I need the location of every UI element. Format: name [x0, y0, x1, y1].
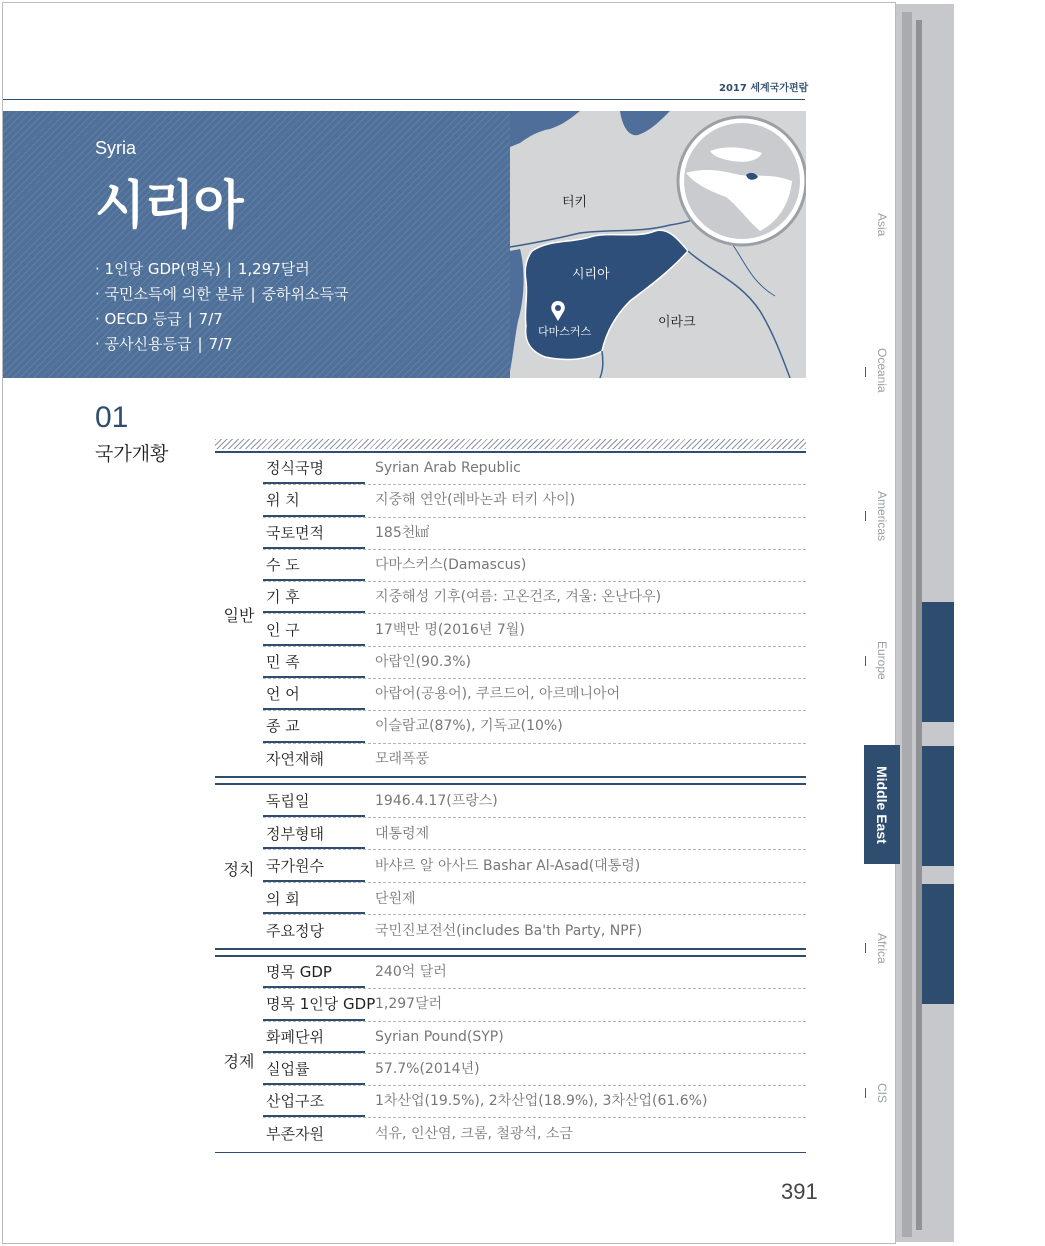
row-key: 독립일: [263, 785, 365, 817]
row-value: 모래폭풍: [375, 750, 430, 767]
table-row: [263, 615, 806, 647]
table-hatch-bar: [215, 439, 806, 449]
table-row: [263, 711, 806, 743]
side-tab-tick: [865, 1088, 866, 1098]
side-tab-europe[interactable]: Europe: [875, 641, 889, 680]
map-label-damascus: 다마스커스: [538, 325, 592, 338]
table-row: [263, 818, 806, 851]
fact-label: 국민소득에 의한 분류: [104, 285, 245, 303]
book-edge: [896, 4, 954, 1242]
fact-separator: |: [250, 285, 256, 303]
table-row: [263, 550, 806, 582]
group-label: 정치: [223, 860, 255, 879]
side-tab-cis[interactable]: CIS: [875, 1083, 889, 1104]
table-row: [263, 957, 806, 989]
row-value: 1946.4.17(프랑스): [375, 793, 498, 809]
row-key: 기 후: [263, 582, 365, 613]
page-number: 391: [781, 1179, 818, 1204]
row-value: 1차산업(19.5%), 2차산업(18.9%), 3차산업(61.6%): [375, 1093, 708, 1110]
side-tab-tick: [865, 943, 866, 953]
table-row: [263, 679, 806, 711]
row-key: 정식국명: [263, 453, 365, 484]
country-map: [510, 111, 806, 378]
header-rule: [3, 99, 805, 100]
table-row: [263, 1054, 806, 1086]
row-value: Syrian Pound(SYP): [375, 1028, 504, 1045]
table-row: [263, 485, 806, 517]
fact-item: · 국민소득에 의한 분류 | 중하위소득국: [95, 285, 349, 303]
edge-tab-band: [922, 602, 954, 722]
section-title: 국가개황: [95, 443, 169, 465]
side-tab-americas[interactable]: Americas: [875, 491, 889, 542]
row-value: 이슬람교(87%), 기독교(10%): [375, 718, 563, 735]
row-key: 인 구: [263, 615, 365, 646]
row-value: 국민진보전선(includes Ba'th Party, NPF): [375, 923, 643, 940]
fact-value: 7/7: [208, 335, 233, 353]
row-value: Syrian Arab Republic: [375, 460, 521, 476]
page: [2, 2, 896, 1244]
row-value: 단원제: [375, 890, 416, 907]
row-value: 185천㎢: [375, 524, 430, 541]
fact-separator: |: [197, 335, 203, 353]
fact-item: · 1인당 GDP(명목) | 1,297달러: [95, 260, 310, 278]
table-row: [263, 883, 806, 916]
fact-item: · OECD 등급 | 7/7: [95, 310, 223, 328]
row-value: 57.7%(2014년): [375, 1060, 480, 1077]
fact-separator: |: [226, 260, 232, 278]
side-tab-africa[interactable]: Africa: [875, 933, 889, 964]
row-value: 다마스커스(Damascus): [375, 556, 527, 573]
row-key: 국토면적: [263, 518, 365, 549]
row-key: 국가원수: [263, 850, 365, 882]
side-tab-asia[interactable]: Asia: [875, 213, 889, 237]
table-group-politics: [215, 783, 806, 950]
table-row: [263, 850, 806, 883]
country-name-en: Syria: [95, 138, 137, 158]
fact-label: 공사신용등급: [104, 335, 192, 353]
country-name-ko: 시리아: [95, 176, 243, 236]
table-row: [263, 785, 806, 818]
map-label-turkey: 터키: [562, 195, 588, 210]
row-value: 아랍어(공용어), 쿠르드어, 아르메니아어: [375, 686, 621, 703]
fact-item: · 공사신용등급 | 7/7: [95, 335, 233, 353]
table-row: [263, 518, 806, 550]
edge-tab-band: [922, 746, 954, 866]
row-key: 부존자원: [266, 1124, 324, 1143]
row-key: 주요정당: [266, 922, 324, 941]
row-key: 명목 1인당 GDP: [263, 989, 365, 1020]
side-tab-label: Middle East: [874, 765, 890, 844]
group-label: 일반: [223, 606, 255, 625]
side-tab-middle-east[interactable]: [864, 745, 900, 864]
table-row: [263, 744, 806, 776]
table-group-economy: [215, 955, 806, 1153]
key-facts: [95, 257, 349, 357]
row-value: 대통령제: [375, 825, 430, 842]
fact-separator: |: [187, 310, 193, 328]
fact-value: 1,297달러: [237, 260, 310, 278]
row-value: 지중해성 기후(여름: 고온건조, 겨울: 온난다우): [375, 589, 662, 606]
side-tab-tick: [865, 511, 866, 521]
row-value: 바샤르 알 아사드 Bashar Al-Asad(대통령): [375, 858, 641, 875]
table-row: [263, 582, 806, 614]
section-number: 01: [95, 401, 129, 434]
fact-label: OECD 등급: [104, 310, 182, 328]
row-key: 화폐단위: [263, 1022, 365, 1053]
table-row: [263, 915, 806, 948]
row-key: 민 족: [263, 647, 365, 678]
book-title: 2017 세계국가편람: [719, 83, 809, 94]
table-row: [263, 1119, 806, 1151]
row-value: 17백만 명(2016년 7월): [375, 621, 525, 638]
row-value: 1,297달러: [375, 996, 443, 1013]
side-tab-tick: [865, 656, 866, 666]
side-tab-oceania[interactable]: Oceania: [875, 348, 889, 393]
map-label-iraq: 이라크: [658, 315, 696, 330]
book-edge-layer: [902, 12, 912, 1237]
table-row: [263, 1022, 806, 1054]
group-label: 경제: [223, 1052, 255, 1071]
row-key: 의 회: [263, 883, 365, 915]
row-key: 정부형태: [263, 818, 365, 850]
fact-value: 7/7: [198, 310, 223, 328]
row-key: 종 교: [263, 711, 365, 742]
table-row: [263, 453, 806, 485]
row-value: 석유, 인산염, 크롬, 철광석, 소금: [375, 1125, 573, 1142]
row-key: 자연재해: [266, 749, 324, 768]
map-label-syria: 시리아: [572, 267, 610, 282]
row-key: 실업률: [263, 1054, 365, 1085]
side-tab-tick: [865, 367, 866, 377]
table-row: [263, 647, 806, 679]
row-value: 240억 달러: [375, 964, 447, 980]
row-value: 아랍인(90.3%): [375, 653, 471, 670]
table-row: [263, 1086, 806, 1118]
row-value: 지중해 연안(레바논과 터키 사이): [375, 492, 576, 509]
table-group-general: [215, 451, 806, 778]
row-key: 명목 GDP: [263, 957, 365, 988]
fact-value: 중하위소득국: [261, 285, 349, 303]
edge-tab-band: [922, 884, 954, 1004]
row-key: 언 어: [263, 679, 365, 710]
row-key: 위 치: [263, 485, 365, 516]
fact-label: 1인당 GDP(명목): [104, 260, 221, 278]
table-row: [263, 989, 806, 1021]
row-key: 산업구조: [263, 1086, 365, 1117]
row-key: 수 도: [263, 550, 365, 581]
